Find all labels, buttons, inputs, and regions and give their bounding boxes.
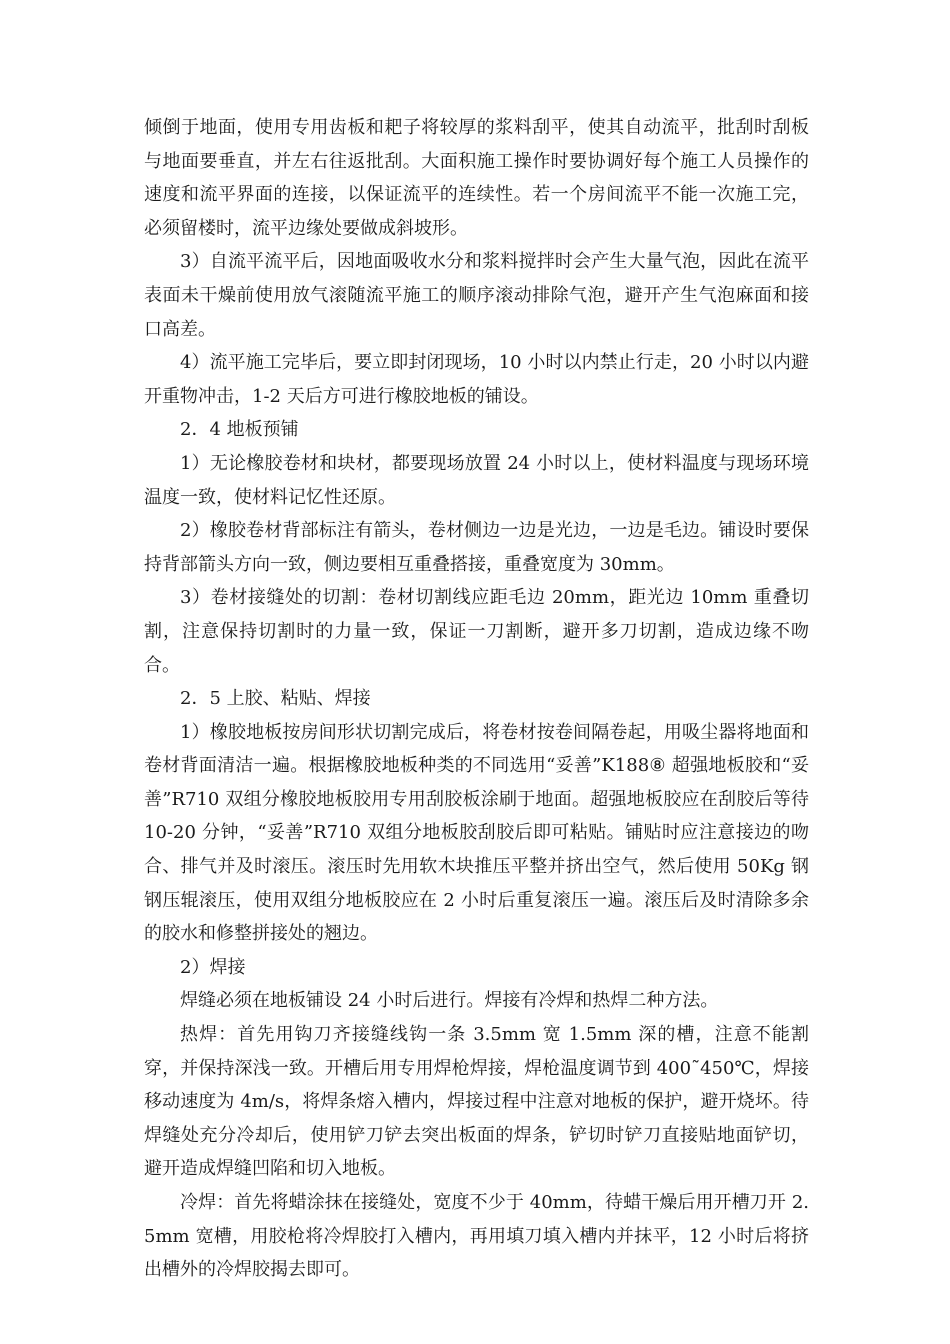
section-heading-2-5: 2．5 上胶、粘贴、焊接: [180, 688, 371, 710]
paragraph-preplace-1: 1）无论橡胶卷材和块材，都要现场放置 24 小时以上，使材料温度与现场环境温度一致，使材料记忆性还原。: [144, 452, 809, 508]
paragraph-glue-1: 1）橡胶地板按房间形状切割完成后，将卷材按卷间隔卷起，用吸尘器将地面和卷材背面清洁一遍。根据橡胶地板种类的不同选用“妥善”K188⑧ 超强地板胶和“妥善”R710 双组分橡胶地板胶用专用刮胶板涂刷于地面。超强地板胶应在刮胶后等待 10-20 分钟，“妥善”R710 双组分地板胶刮胶后即可粘贴。铺贴时应注意接边的吻合、排气并及时滚压。滚压时先用软木块推压平整并挤出空气，然后使用 50Kg 钢钢压辊滚压，使用双组分地板胶应在 2 小时后重复滚压一遍。滚压后及时清除多余的胶水和修整拼接处的翘边。: [144, 721, 809, 945]
paragraph-hot-welding: 热焊：首先用钩刀齐接缝线钩一条 3.5mm 宽 1.5mm 深的槽，注意不能割穿，并保持深浅一致。开槽后用专用焊枪焊接，焊枪温度调节到 400˜450℃，焊接移动速度为 4m/s，将焊条熔入槽内，焊接过程中注意对地板的保护，避开烧坏。待焊缝处充分冷却后，使用铲刀铲去突出板面的焊条，铲切时铲刀直接贴地面铲切，避开造成焊缝凹陷和切入地板。: [144, 1024, 809, 1180]
paragraph-preplace-2: 2）橡胶卷材背部标注有箭头，卷材侧边一边是光边，一边是毛边。铺设时要保持背部箭头方向一致，侧边要相互重叠搭接，重叠宽度为 30mm。: [144, 520, 809, 575]
paragraph-leveling-continuation: 倾倒于地面，使用专用齿板和耙子将较厚的浆料刮平，使其自动流平，批刮时刮板与地面要垂直，并左右往返批刮。大面积施工操作时要协调好每个施工人员操作的速度和流平界面的连接，以保证流平的连续性。若一个房间流平不能一次施工完，必须留楼时，流平边缘处要做成斜坡形。: [144, 117, 809, 239]
paragraph-cold-welding: 冷焊：首先将蜡涂抹在接缝处，宽度不少于 40mm，待蜡干燥后用开槽刀开 2.5mm 宽槽，用胶枪将冷焊胶打入槽内，再用填刀填入槽内并抹平，12 小时后将挤出槽外的冷焊胶揭去即可。: [144, 1192, 809, 1281]
subheading-welding: 2）焊接: [180, 956, 246, 978]
paragraph-preplace-3: 3）卷材接缝处的切割：卷材切割线应距毛边 20mm，距光边 10mm 重叠切割，注意保持切割时的力量一致，保证一刀割断，避开多刀切割，造成边缘不吻合。: [144, 587, 809, 676]
section-heading-2-4: 2．4 地板预铺: [180, 419, 299, 441]
document-body: [144, 111, 809, 1287]
paragraph-step-4-curing: 4）流平施工完毕后，要立即封闭现场，10 小时以内禁止行走，20 小时以内避开重物冲击，1-2 天后方可进行橡胶地板的铺设。: [144, 352, 809, 407]
paragraph-welding-intro: 焊缝必须在地板铺设 24 小时后进行。焊接有冷焊和热焊二种方法。: [180, 990, 719, 1012]
paragraph-step-3-degassing: 3）自流平流平后，因地面吸收水分和浆料搅拌时会产生大量气泡，因此在流平表面未干燥前使用放气滚随流平施工的顺序滚动排除气泡，避开产生气泡麻面和接口高差。: [144, 251, 809, 340]
